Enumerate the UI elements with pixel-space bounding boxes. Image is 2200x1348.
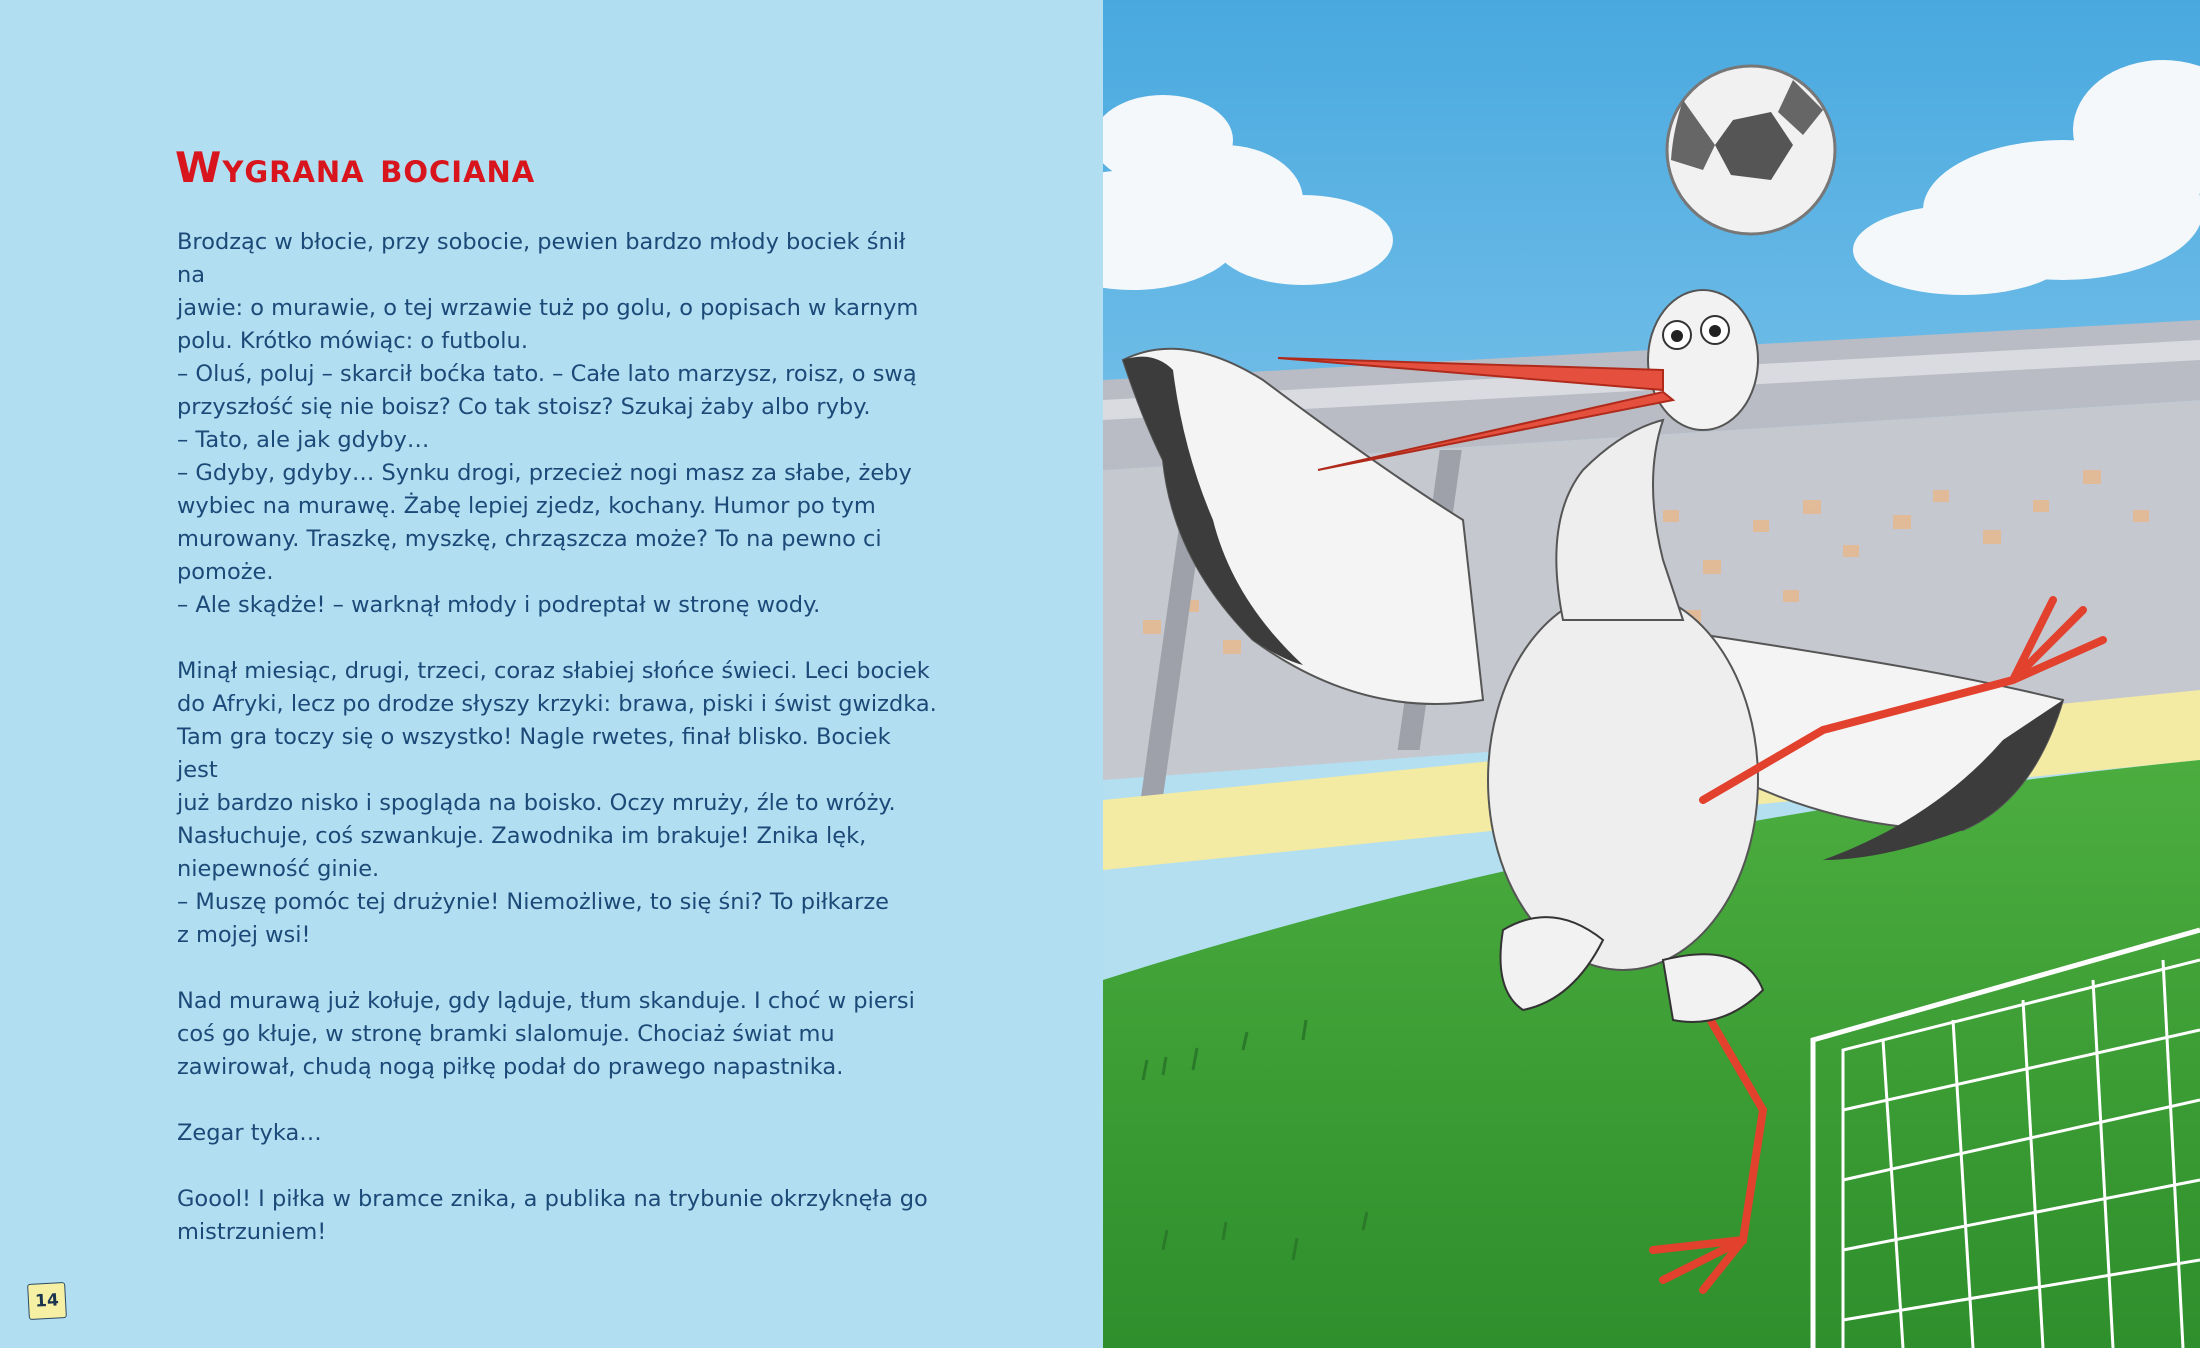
story-paragraph-2: [177, 655, 937, 952]
text-line: do Afryki, lecz po drodze słyszy krzyki: brawa, piski i świst gwizdka.: [177, 691, 937, 717]
text-line: jawie: o murawie, o tej wrzawie tuż po golu, o popisach w karnym: [177, 295, 919, 321]
text-line: coś go kłuje, w stronę bramki slalomuje. Chociaż świat mu: [177, 1021, 835, 1047]
text-line: Goool! I piłka w bramce znika, a publika na trybunie okrzyknęła go: [177, 1186, 928, 1212]
text-line: murowany. Traszkę, myszkę, chrząszcza może? To na pewno ci: [177, 526, 882, 552]
football-icon: [1667, 66, 1835, 234]
text-line: – Gdyby, gdyby… Synku drogi, przecież nogi masz za słabe, żeby: [177, 460, 912, 486]
text-line: – Tato, ale jak gdyby…: [177, 427, 430, 453]
text-line: mistrzuniem!: [177, 1219, 327, 1245]
illustration-page: [1103, 0, 2200, 1348]
text-line: Zegar tyka…: [177, 1120, 322, 1146]
story-title: Wygrana bociana: [175, 143, 536, 192]
text-line: Minął miesiąc, drugi, trzeci, coraz słabiej słońce świeci. Leci bociek: [177, 658, 930, 684]
stork-football-illustration: [1103, 0, 2200, 1348]
page-number: 14: [27, 1282, 67, 1320]
story-paragraph-3: [177, 985, 937, 1084]
story-text: [177, 226, 937, 1282]
text-line: Tam gra toczy się o wszystko! Nagle rwetes, finał blisko. Bociek jest: [177, 724, 891, 783]
text-line: – Oluś, poluj – skarcił boćka tato. – Całe lato marzysz, roisz, o swą: [177, 361, 917, 387]
text-line: Brodząc w błocie, przy sobocie, pewien bardzo młody bociek śnił na: [177, 229, 906, 288]
text-line: niepewność ginie.: [177, 856, 380, 882]
text-line: Nasłuchuje, coś szwankuje. Zawodnika im brakuje! Znika lęk,: [177, 823, 867, 849]
text-line: przyszłość się nie boisz? Co tak stoisz? Szukaj żaby albo ryby.: [177, 394, 871, 420]
text-line: zawirował, chudą nogą piłkę podał do prawego napastnika.: [177, 1054, 844, 1080]
text-line: Nad murawą już kołuje, gdy ląduje, tłum skanduje. I choć w piersi: [177, 988, 915, 1014]
text-line: wybiec na murawę. Żabę lepiej zjedz, kochany. Humor po tym: [177, 493, 876, 519]
text-line: pomoże.: [177, 559, 274, 585]
text-line: polu. Krótko mówiąc: o futbolu.: [177, 328, 528, 354]
story-paragraph-4: [177, 1117, 937, 1150]
story-paragraph-5: [177, 1183, 937, 1249]
story-paragraph-1: [177, 226, 937, 622]
text-line: – Ale skądże! – warknął młody i podreptał w stronę wody.: [177, 592, 821, 618]
text-line: już bardzo nisko i spogląda na boisko. Oczy mruży, źle to wróży.: [177, 790, 896, 816]
text-line: z mojej wsi!: [177, 922, 311, 948]
text-line: – Muszę pomóc tej drużynie! Niemożliwe, to się śni? To piłkarze: [177, 889, 889, 915]
